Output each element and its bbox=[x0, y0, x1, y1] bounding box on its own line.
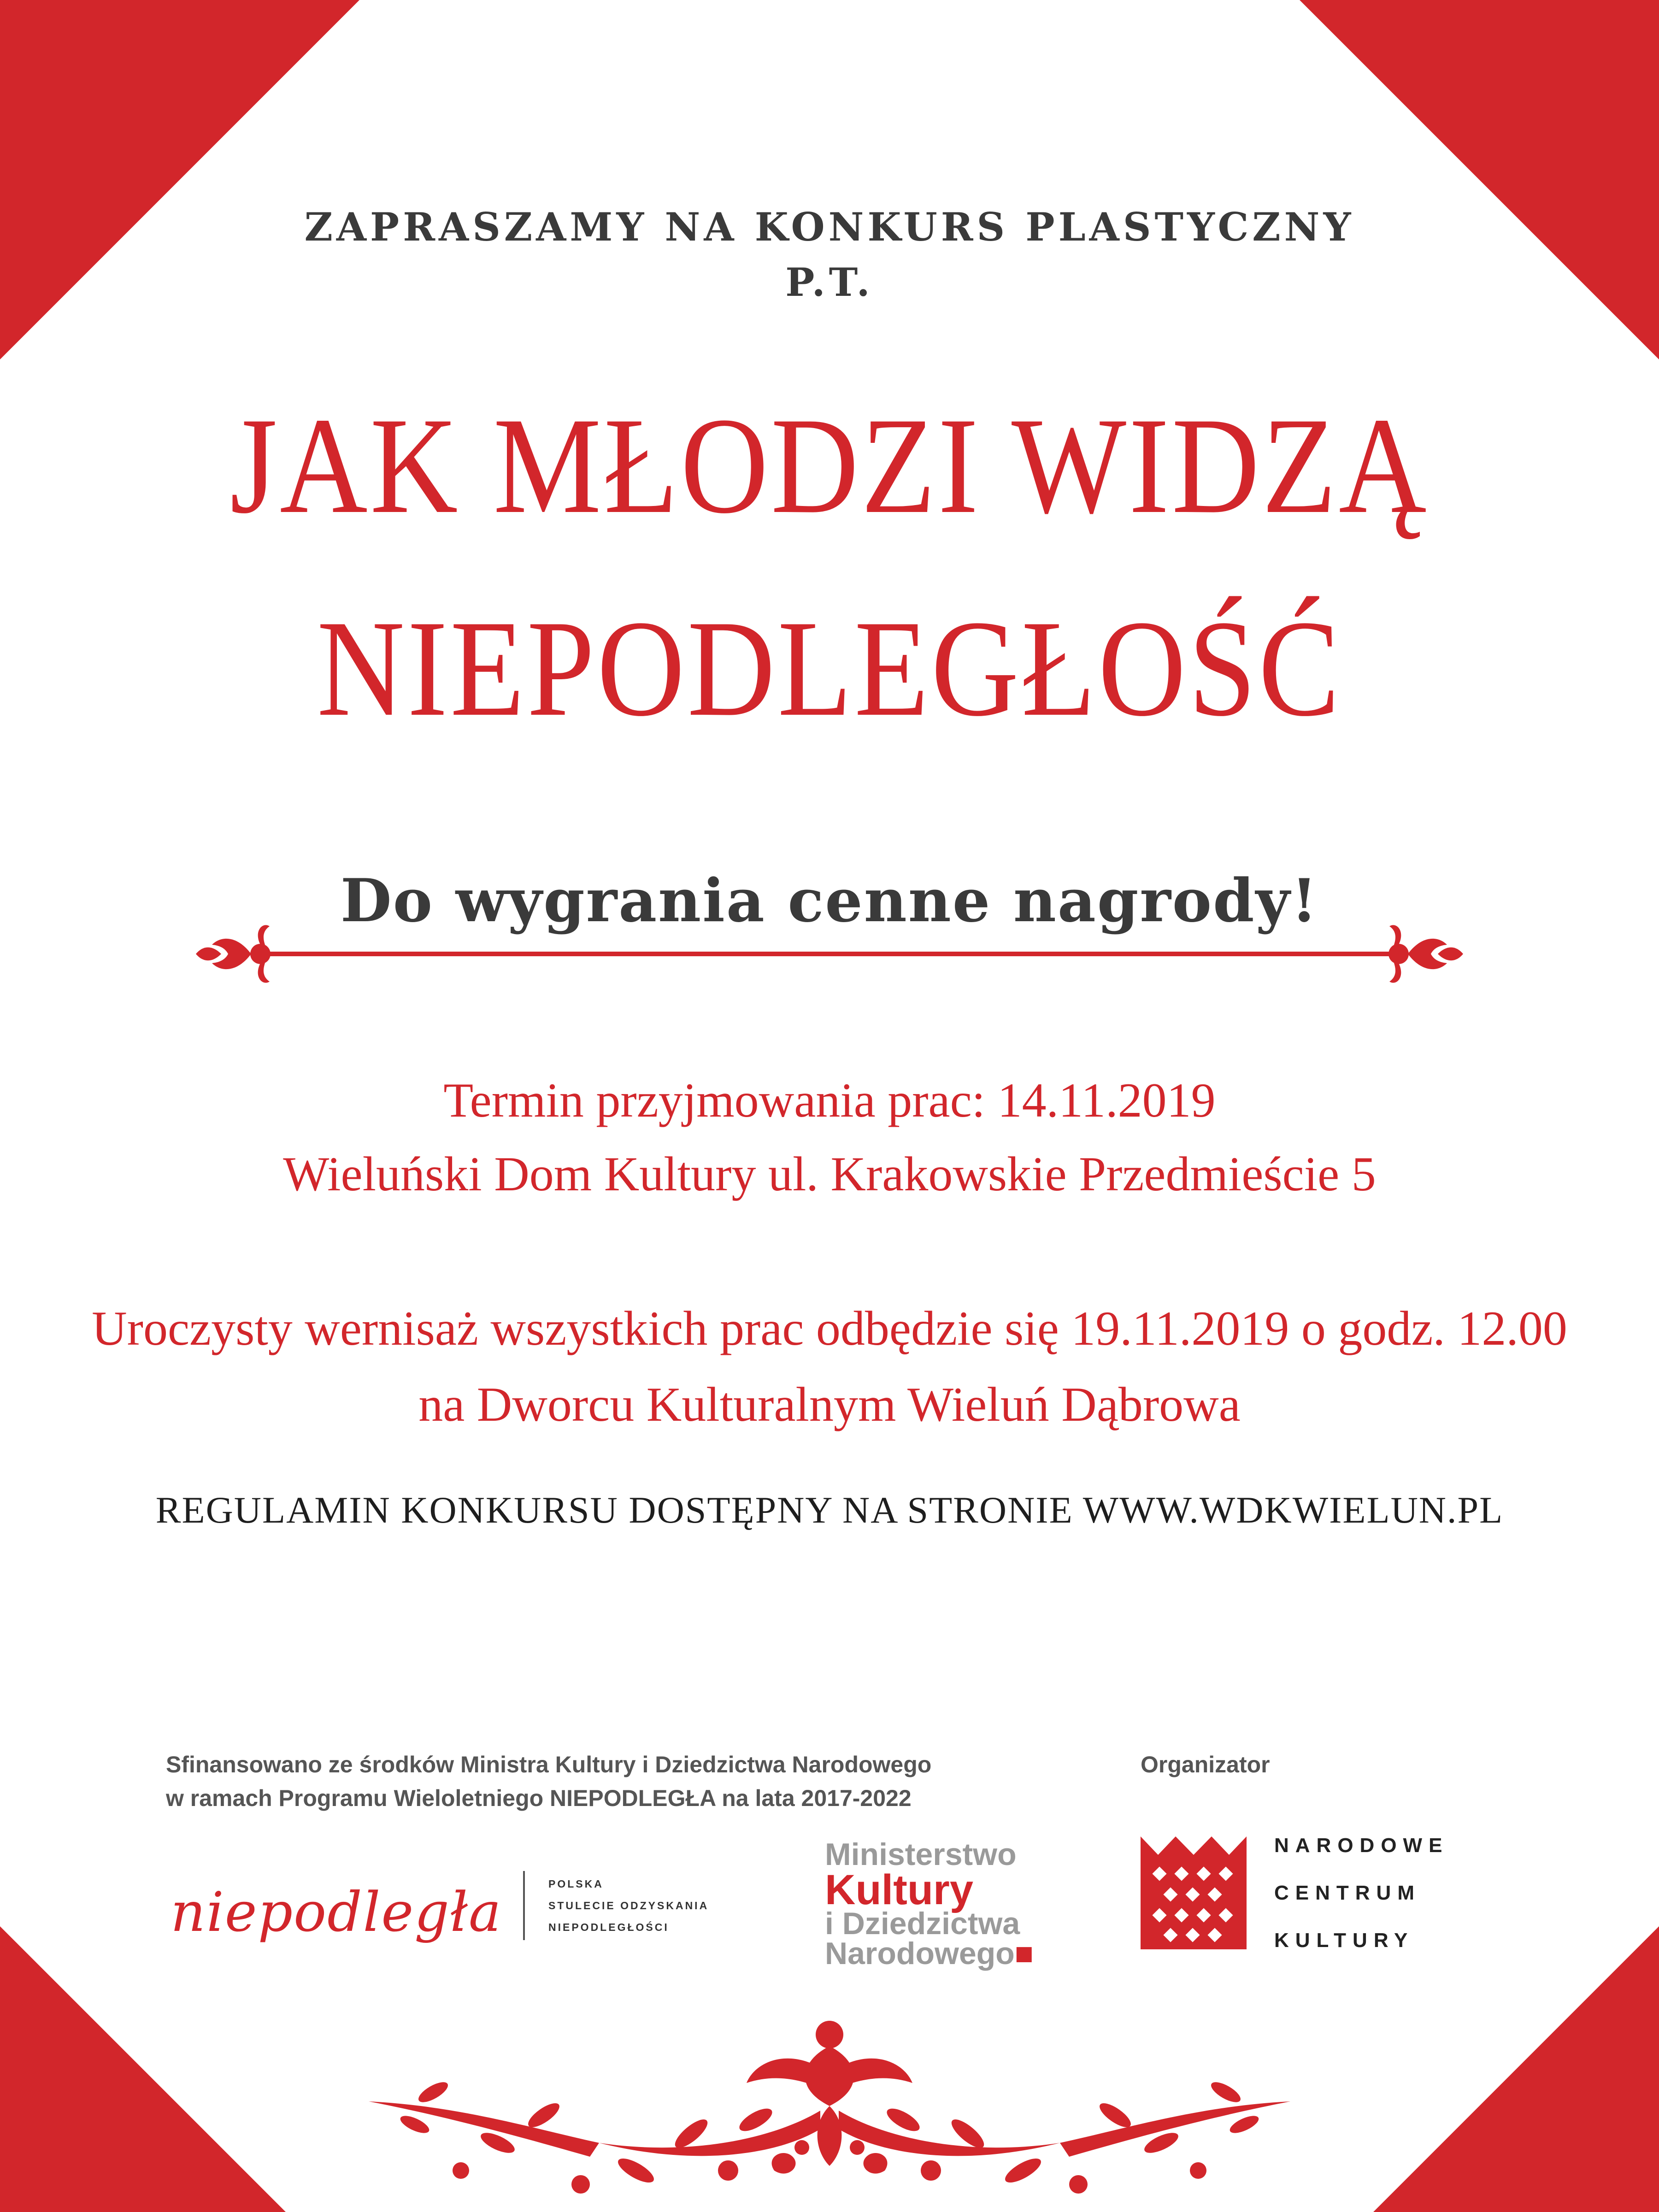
niepodlegla-sub-line-2: STULECIE ODZYSKANIA bbox=[548, 1900, 709, 1912]
nck-logo-line-1: NARODOWE bbox=[1274, 1834, 1449, 1857]
ministry-logo-dot-icon: ■ bbox=[1014, 1936, 1034, 1971]
scroll-divider-ornament bbox=[194, 917, 1465, 991]
intro-line-2: P.T. bbox=[785, 259, 874, 305]
ministry-logo-line-3: i Dziedzictwa bbox=[825, 1906, 1020, 1941]
deadline-text: Termin przyjmowania prac: 14.11.2019 bbox=[443, 1073, 1216, 1127]
title-line-1: JAK MŁODZI WIDZĄ bbox=[230, 389, 1429, 542]
organizer-label: Organizator bbox=[1141, 1752, 1270, 1777]
niepodlegla-sub-line-1: POLSKA bbox=[548, 1878, 604, 1890]
corner-decoration-bottom-right bbox=[1373, 1926, 1659, 2212]
rules-text: REGULAMIN KONKURSU DOSTĘPNY NA STRONIE WWW.WDKWIELUN.PL bbox=[155, 1489, 1504, 1531]
corner-decoration-bottom-left bbox=[0, 1926, 286, 2212]
nck-crown-logo-icon bbox=[1141, 1836, 1247, 1949]
vernissage-text: Uroczysty wernisaż wszystkich prac odbędzie się 19.11.2019 o godz. 12.00 bbox=[92, 1301, 1567, 1355]
financing-line-2: w ramach Programu Wieloletniego NIEPODLEGŁA na lata 2017-2022 bbox=[166, 1785, 912, 1811]
ministry-logo-line-2: Kultury bbox=[825, 1866, 973, 1913]
financing-line-1: Sfinansowano ze środków Ministra Kultury i Dziedzictwa Narodowego bbox=[166, 1752, 932, 1777]
logo-divider bbox=[523, 1871, 525, 1940]
intro-line-1: ZAPRASZAMY NA KONKURS PLASTYCZNY bbox=[304, 204, 1355, 250]
ministry-logo-line-1: Ministerstwo bbox=[825, 1837, 1017, 1872]
location-text: Wieluński Dom Kultury ul. Krakowskie Przedmieście 5 bbox=[283, 1147, 1376, 1201]
ministry-logo-line-4-text: Narodowego bbox=[825, 1936, 1015, 1971]
ministry-logo-line-4 bbox=[825, 1938, 1034, 1969]
niepodlegla-sub-line-3: NIEPODLEGŁOŚCI bbox=[548, 1921, 669, 1933]
vernissage-place-text: na Dworcu Kulturalnym Wieluń Dąbrowa bbox=[418, 1377, 1241, 1431]
nck-logo-line-3: KULTURY bbox=[1274, 1929, 1414, 1952]
title-line-2: NIEPODLEGŁOŚĆ bbox=[317, 592, 1342, 745]
folk-floral-ornament bbox=[359, 2018, 1300, 2212]
prizes-heading: Do wygrania cenne nagrody! bbox=[340, 866, 1319, 935]
niepodlegla-logo-wordmark: niepodległa bbox=[171, 1880, 502, 1944]
nck-logo-line-2: CENTRUM bbox=[1274, 1882, 1421, 1904]
